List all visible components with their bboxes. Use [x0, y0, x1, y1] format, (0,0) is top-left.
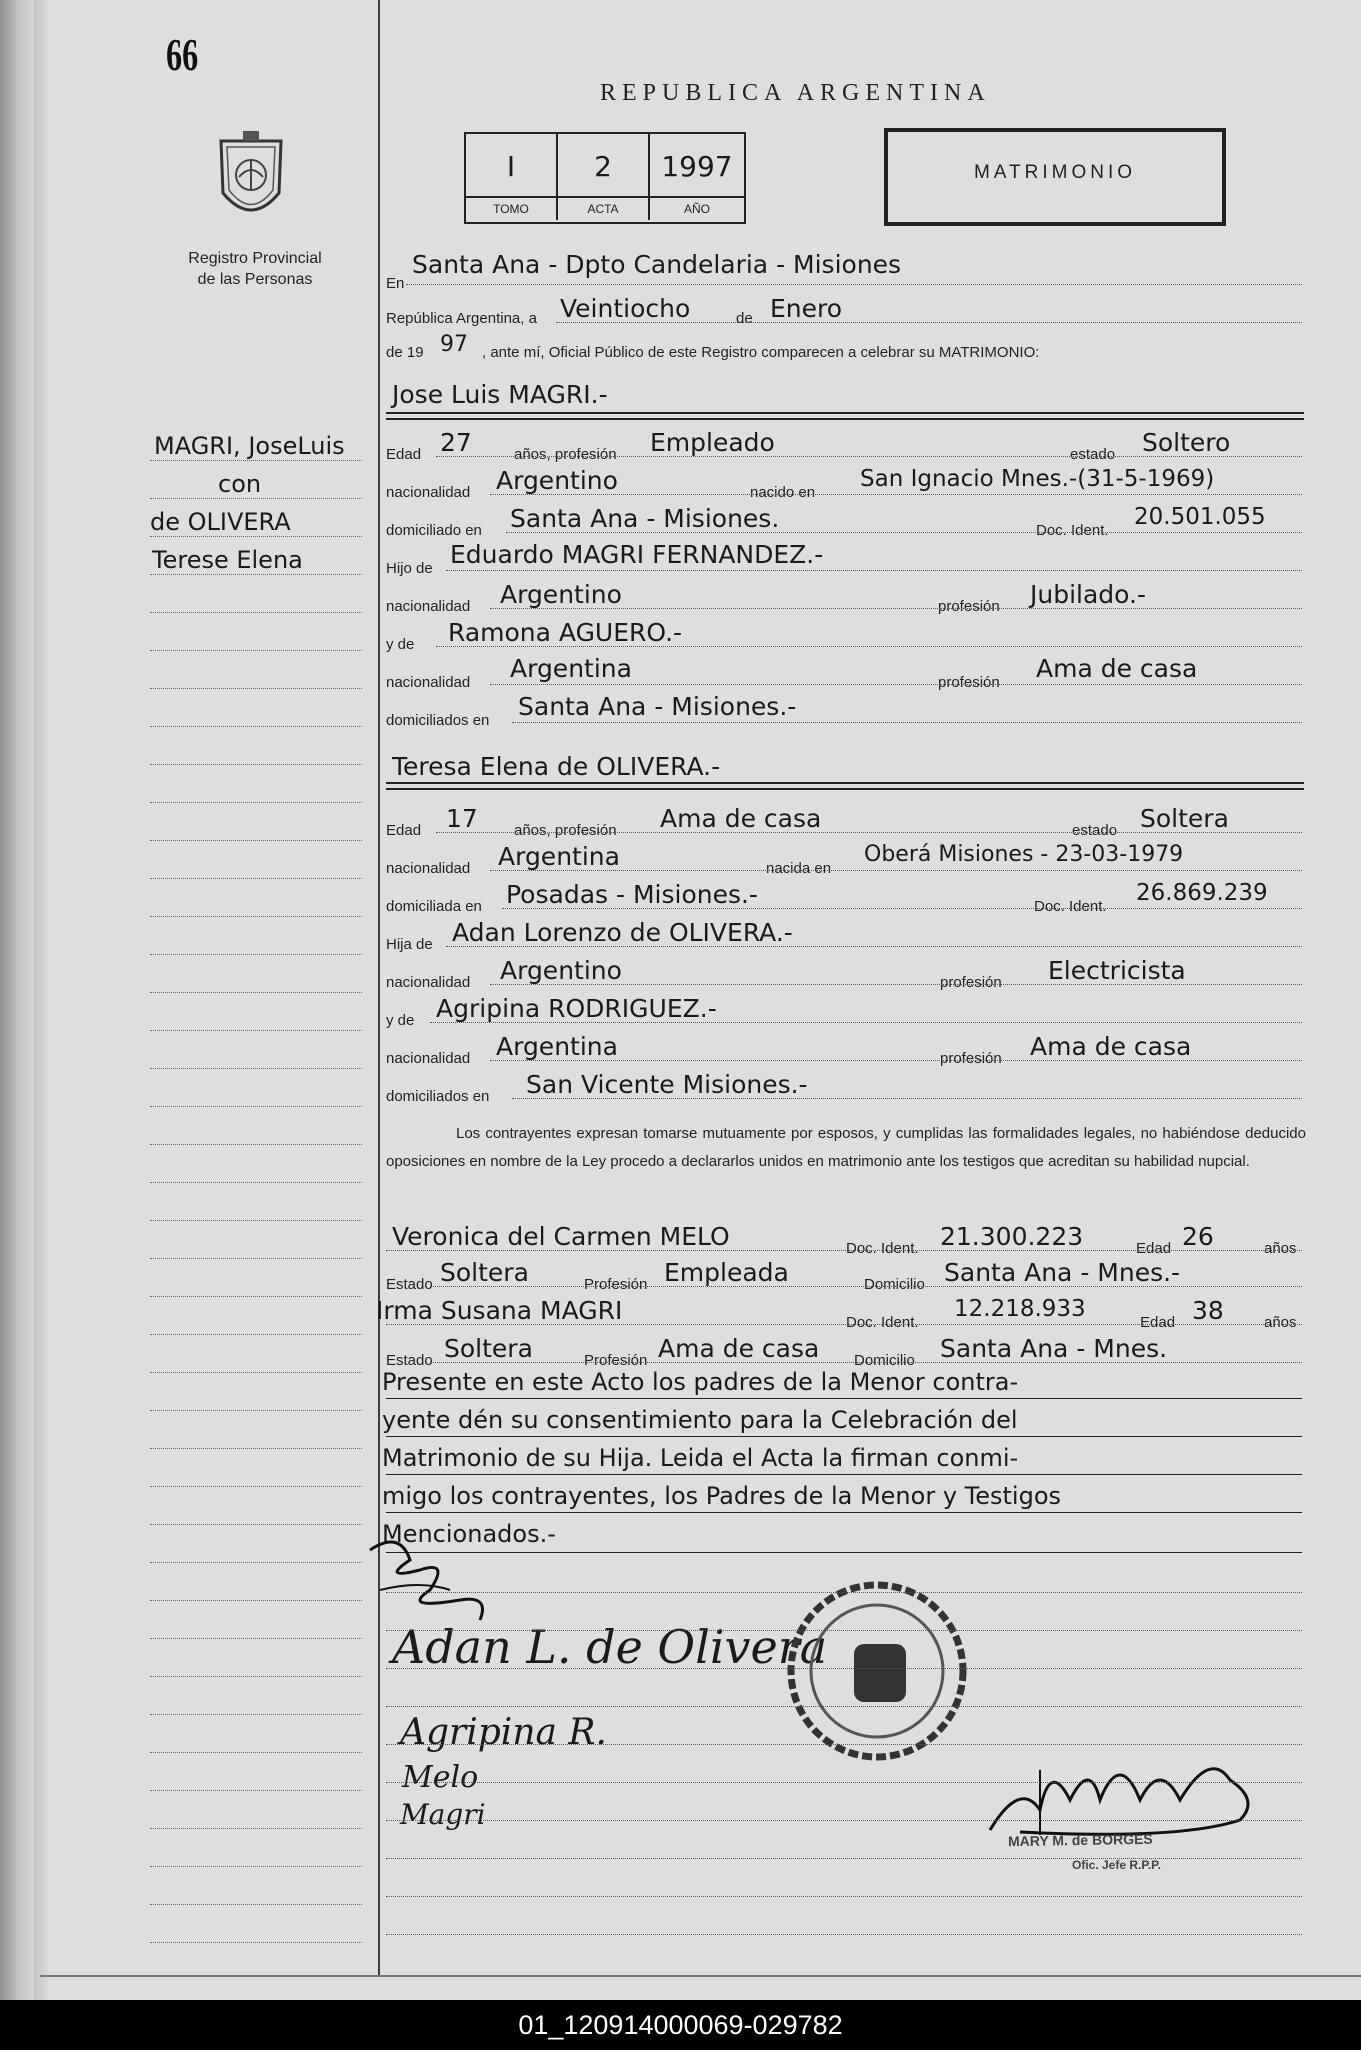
witness1-domicilio-label: Domicilio: [864, 1276, 925, 1293]
obs-line-2: [386, 1436, 1302, 1437]
signature-ruled-line: [386, 1630, 1302, 1631]
margin-ruled-line: [150, 1258, 362, 1259]
margin-divider: [378, 0, 380, 1975]
margin-ruled-line: [150, 1714, 362, 1715]
margin-ruled-line: [150, 1144, 362, 1145]
bottom-rule: [40, 1975, 1361, 1977]
bride-birthplace: Oberá Misiones - 23-03-1979: [864, 842, 1184, 867]
witness2-domicile: Santa Ana - Mnes.: [940, 1334, 1168, 1363]
groom-edad-label: Edad: [386, 446, 422, 463]
margin-ruled-line: [150, 650, 362, 651]
obs-line-4: [386, 1512, 1302, 1513]
witness2-profession: Ama de casa: [658, 1334, 820, 1363]
groom-mother-nationality: Argentina: [510, 654, 632, 683]
margin-ruled-line: [150, 1030, 362, 1031]
month-value: Enero: [770, 294, 843, 323]
witness1-estado: Soltera: [440, 1258, 529, 1287]
anio-label: AÑO: [650, 196, 744, 220]
bride-father-nac-line: [490, 984, 1302, 985]
bride-mother-profesion-label: profesión: [940, 1050, 1002, 1067]
signature-ruled-line: [386, 1744, 1302, 1745]
document-title: REPUBLICA ARGENTINA: [600, 80, 991, 106]
bride-nacida-label: nacida en: [766, 860, 832, 877]
observation-line-2: yente dén su consentimiento para la Celebración del: [382, 1406, 1018, 1434]
witness2-name: Irma Susana MAGRI: [376, 1296, 623, 1325]
obs-line-3: [386, 1474, 1302, 1475]
witness1-profesion-label: Profesión: [584, 1276, 648, 1293]
margin-note-line1: MAGRI, JoseLuis: [154, 432, 345, 460]
margin-ruled-line: [150, 1068, 362, 1069]
witness2-line-2: [430, 1362, 1302, 1363]
bride-doc: 26.869.239: [1136, 880, 1268, 906]
margin-ruled-line: [150, 1182, 362, 1183]
signature-ruled-line: [386, 1858, 1302, 1859]
witness2-profesion-label: Profesión: [584, 1352, 648, 1369]
document-type-box: [884, 128, 1226, 226]
witness1-name: Veronica del Carmen MELO: [392, 1222, 730, 1251]
signature-ruled-line: [386, 1782, 1302, 1783]
groom-parents-domicile: Santa Ana - Misiones.-: [518, 692, 797, 721]
signature-ruled-line: [386, 1934, 1302, 1935]
margin-ruled-line: [150, 574, 362, 575]
signature-ruled-line: [386, 1896, 1302, 1897]
groom-nac-line: [490, 494, 1302, 495]
official-name-stamp: MARY M. de BORGES: [1007, 1830, 1153, 1850]
margin-ruled-line: [150, 878, 362, 879]
margin-ruled-line: [150, 612, 362, 613]
bride-name-line: [386, 782, 1304, 784]
witness1-age: 26: [1182, 1222, 1214, 1251]
witness1-estado-label: Estado: [386, 1276, 433, 1293]
groom-mother-line: [436, 646, 1302, 647]
margin-ruled-line: [150, 1106, 362, 1107]
bride-hija-label: Hija de: [386, 936, 433, 953]
provincial-seal-icon: [213, 127, 289, 231]
official-title-stamp: Ofic. Jefe R.P.P.: [1072, 1858, 1161, 1872]
groom-mother-profession: Ama de casa: [1036, 654, 1198, 683]
signature-agripina: Agripina R.: [400, 1712, 607, 1753]
groom-nacido-label: nacido en: [750, 484, 816, 501]
groom-yde-label: y de: [386, 636, 415, 653]
groom-dom-line: [506, 532, 1302, 533]
witness1-edad-label: Edad: [1136, 1240, 1172, 1257]
bride-father-profesion-label: profesión: [940, 974, 1002, 991]
margin-ruled-line: [150, 1220, 362, 1221]
bride-domicile: Posadas - Misiones.-: [506, 880, 758, 909]
groom-profesion-label: años, profesión: [514, 446, 617, 463]
bride-mother-line: [430, 1022, 1302, 1023]
margin-ruled-line: [150, 802, 362, 803]
groom-mother-nac-label: nacionalidad: [386, 674, 471, 691]
margin-ruled-line: [150, 1790, 362, 1791]
place-value: Santa Ana - Dpto Candelaria - Misiones: [412, 250, 902, 279]
margin-ruled-line: [150, 840, 362, 841]
groom-domiciliado-label: domiciliado en: [386, 522, 482, 539]
margin-ruled-line: [150, 764, 362, 765]
signature-ruled-line: [386, 1592, 1302, 1593]
margin-ruled-line: [150, 1524, 362, 1525]
groom-doc: 20.501.055: [1134, 504, 1266, 530]
groom-profession: Empleado: [650, 428, 775, 457]
margin-ruled-line: [150, 1410, 362, 1411]
en-label: En: [386, 275, 405, 292]
groom-estado-label: estado: [1070, 446, 1116, 463]
margin-ruled-line: [150, 1562, 362, 1563]
footer-image-id: 01_120914000069-029782: [0, 2000, 1361, 2050]
signature-ruled-line: [386, 1668, 1302, 1669]
margin-ruled-line: [150, 1638, 362, 1639]
groom-domicile: Santa Ana - Misiones.: [510, 504, 780, 533]
bride-dom-line: [502, 908, 1302, 909]
groom-birthplace: San Ignacio Mnes.-(31-5-1969): [860, 466, 1215, 492]
bride-parents-domicile: San Vicente Misiones.-: [526, 1070, 808, 1099]
groom-edad-line: [436, 456, 1302, 457]
groom-parents-dom-line: [512, 722, 1302, 723]
groom-hijo-label: Hijo de: [386, 560, 433, 577]
groom-father: Eduardo MAGRI FERNANDEZ.-: [450, 540, 824, 569]
witness1-line-2: [430, 1286, 1302, 1287]
bride-domiciliados-label: domiciliados en: [386, 1088, 490, 1105]
bride-doc-label: Doc. Ident.: [1034, 898, 1107, 915]
groom-nationality: Argentino: [496, 466, 618, 495]
bride-nac-line: [490, 870, 1302, 871]
margin-ruled-line: [150, 726, 362, 727]
witness2-domicilio-label: Domicilio: [854, 1352, 915, 1369]
margin-ruled-line: [150, 1904, 362, 1905]
bride-parents-dom-line: [512, 1098, 1302, 1099]
margin-ruled-line: [150, 1448, 362, 1449]
year-suffix: 97: [440, 332, 468, 357]
signature-ruled-line: [386, 1706, 1302, 1707]
acta-cell: [558, 134, 650, 220]
groom-name-line-2: [386, 418, 1304, 420]
bride-edad-line: [436, 832, 1302, 833]
bride-name-line-2: [386, 788, 1304, 790]
binding-shadow: [34, 0, 50, 2000]
margin-ruled-line: [150, 498, 362, 499]
acta-value: 2: [594, 150, 612, 183]
bride-father: Adan Lorenzo de OLIVERA.-: [452, 918, 793, 947]
legal-text: Los contrayentes expresan tomarse mutuamente por esposos, y cumplidas las formalidades legales, no habiéndose deducido oposiciones en nombre de la Ley procedo a declararlos unidos en matrimonio ante los testigos que acreditan su habilidad nupcial.: [386, 1125, 1306, 1170]
observation-line-3: Matrimonio de su Hija. Leida el Acta la firman conmi-: [382, 1444, 1019, 1472]
bride-edad-label: Edad: [386, 822, 422, 839]
margin-ruled-line: [150, 1600, 362, 1601]
bride-name: Teresa Elena de OLIVERA.-: [392, 752, 721, 781]
witness2-edad-label: Edad: [1140, 1314, 1176, 1331]
registry-label-line2: de las Personas: [197, 271, 313, 288]
margin-note-line2: con: [218, 470, 262, 498]
bride-father-nac-label: nacionalidad: [386, 974, 471, 991]
registry-label-line1: Registro Provincial: [188, 250, 322, 267]
observation-line-1: Presente en este Acto los padres de la Menor contra-: [382, 1368, 1019, 1396]
register-box: [464, 132, 746, 224]
document-type-label: MATRIMONIO: [973, 162, 1137, 183]
witness1-domicile: Santa Ana - Mnes.-: [944, 1258, 1181, 1287]
bride-profesion-label: años, profesión: [514, 822, 617, 839]
bride-domiciliada-label: domiciliada en: [386, 898, 482, 915]
bride-age: 17: [446, 804, 478, 833]
margin-note-line4: Terese Elena: [152, 546, 303, 574]
groom-age: 27: [440, 428, 472, 457]
margin-ruled-line: [150, 992, 362, 993]
margin-ruled-line: [150, 536, 362, 537]
witness2-line: [386, 1324, 1302, 1325]
margin-ruled-line: [150, 688, 362, 689]
obs-line-5: [386, 1552, 1302, 1553]
groom-mother-profesion-label: profesión: [938, 674, 1000, 691]
de-label: de: [736, 310, 753, 327]
bride-mother-nationality: Argentina: [496, 1032, 618, 1061]
signature-adan: Adan L. de Olivera: [392, 1620, 828, 1674]
witness2-estado: Soltera: [444, 1334, 533, 1363]
obs-line-1: [386, 1398, 1302, 1399]
date-line: [556, 322, 1302, 323]
registry-label: [170, 248, 340, 290]
groom-name: Jose Luis MAGRI.-: [392, 380, 608, 409]
margin-ruled-line: [150, 1334, 362, 1335]
witness1-anos-label: años: [1264, 1240, 1297, 1257]
groom-doc-label: Doc. Ident.: [1036, 522, 1109, 539]
margin-ruled-line: [150, 1676, 362, 1677]
margin-ruled-line: [150, 1866, 362, 1867]
book-binding: [0, 0, 34, 2000]
day-value: Veintiocho: [560, 294, 691, 323]
place-line: [406, 284, 1302, 285]
witness2-estado-label: Estado: [386, 1352, 433, 1369]
bride-yde-label: y de: [386, 1012, 415, 1029]
margin-ruled-line: [150, 1752, 362, 1753]
signature-ruled-line: [386, 1820, 1302, 1821]
groom-father-line: [446, 570, 1302, 571]
tomo-label: TOMO: [466, 196, 556, 220]
bride-mother-profession: Ama de casa: [1030, 1032, 1192, 1061]
groom-father-nationality: Argentino: [500, 580, 622, 609]
bride-mother-nac-label: nacionalidad: [386, 1050, 471, 1067]
witness1-doc: 21.300.223: [940, 1222, 1084, 1251]
groom-domiciliados-label: domiciliados en: [386, 712, 490, 729]
bride-estado-label: estado: [1072, 822, 1118, 839]
groom-mother-nac-line: [490, 684, 1302, 685]
republica-label: República Argentina, a: [386, 310, 537, 327]
groom-father-nac-label: nacionalidad: [386, 598, 471, 615]
groom-estado: Soltero: [1142, 428, 1231, 457]
acta-label: ACTA: [558, 196, 648, 220]
margin-ruled-line: [150, 916, 362, 917]
witness2-age: 38: [1192, 1296, 1224, 1325]
signature-magri: Magri: [400, 1798, 486, 1831]
margin-ruled-line: [150, 1942, 362, 1943]
margin-ruled-line: [150, 1372, 362, 1373]
witness2-anos-label: años: [1264, 1314, 1297, 1331]
observation-line-5: Mencionados.-: [382, 1520, 556, 1548]
bride-mother: Agripina RODRIGUEZ.-: [436, 994, 717, 1023]
margin-ruled-line: [150, 460, 362, 461]
official-stamp-icon: [784, 1578, 970, 1764]
oficial-text: , ante mí, Oficial Público de este Registro comparecen a celebrar su MATRIMONIO:: [482, 344, 1040, 361]
bride-estado: Soltera: [1140, 804, 1229, 833]
bride-nationality: Argentina: [498, 842, 620, 871]
anio-value: 1997: [661, 150, 733, 183]
tomo-cell: [466, 134, 558, 220]
anio-cell: [650, 134, 744, 220]
witness2-doc: 12.218.933: [954, 1296, 1086, 1322]
bride-father-line: [446, 946, 1302, 947]
page-number: 66: [166, 29, 199, 80]
margin-note-line3: de OLIVERA: [150, 508, 291, 536]
witness2-doc-label: Doc. Ident.: [846, 1314, 919, 1331]
groom-nacionalidad-label: nacionalidad: [386, 484, 471, 501]
observation-line-4: migo los contrayentes, los Padres de la Menor y Testigos: [382, 1482, 1062, 1510]
witness1-line: [386, 1250, 1302, 1251]
bride-father-profession: Electricista: [1048, 956, 1186, 985]
witness1-doc-label: Doc. Ident.: [846, 1240, 919, 1257]
groom-father-profession: Jubilado.-: [1030, 580, 1146, 609]
groom-mother: Ramona AGUERO.-: [448, 618, 683, 647]
margin-ruled-line: [150, 1828, 362, 1829]
margin-ruled-line: [150, 954, 362, 955]
groom-father-nac-line: [490, 608, 1302, 609]
signature-melo: Melo: [402, 1760, 479, 1795]
groom-father-profesion-label: profesión: [938, 598, 1000, 615]
tomo-value: I: [506, 150, 516, 183]
bride-profession: Ama de casa: [660, 804, 822, 833]
bride-father-nationality: Argentino: [500, 956, 622, 985]
groom-name-line: [386, 412, 1304, 414]
witness1-profession: Empleada: [664, 1258, 789, 1287]
margin-ruled-line: [150, 1296, 362, 1297]
bride-nacionalidad-label: nacionalidad: [386, 860, 471, 877]
margin-ruled-line: [150, 1486, 362, 1487]
year-prefix: de 19: [386, 344, 424, 361]
bride-mother-nac-line: [490, 1060, 1302, 1061]
